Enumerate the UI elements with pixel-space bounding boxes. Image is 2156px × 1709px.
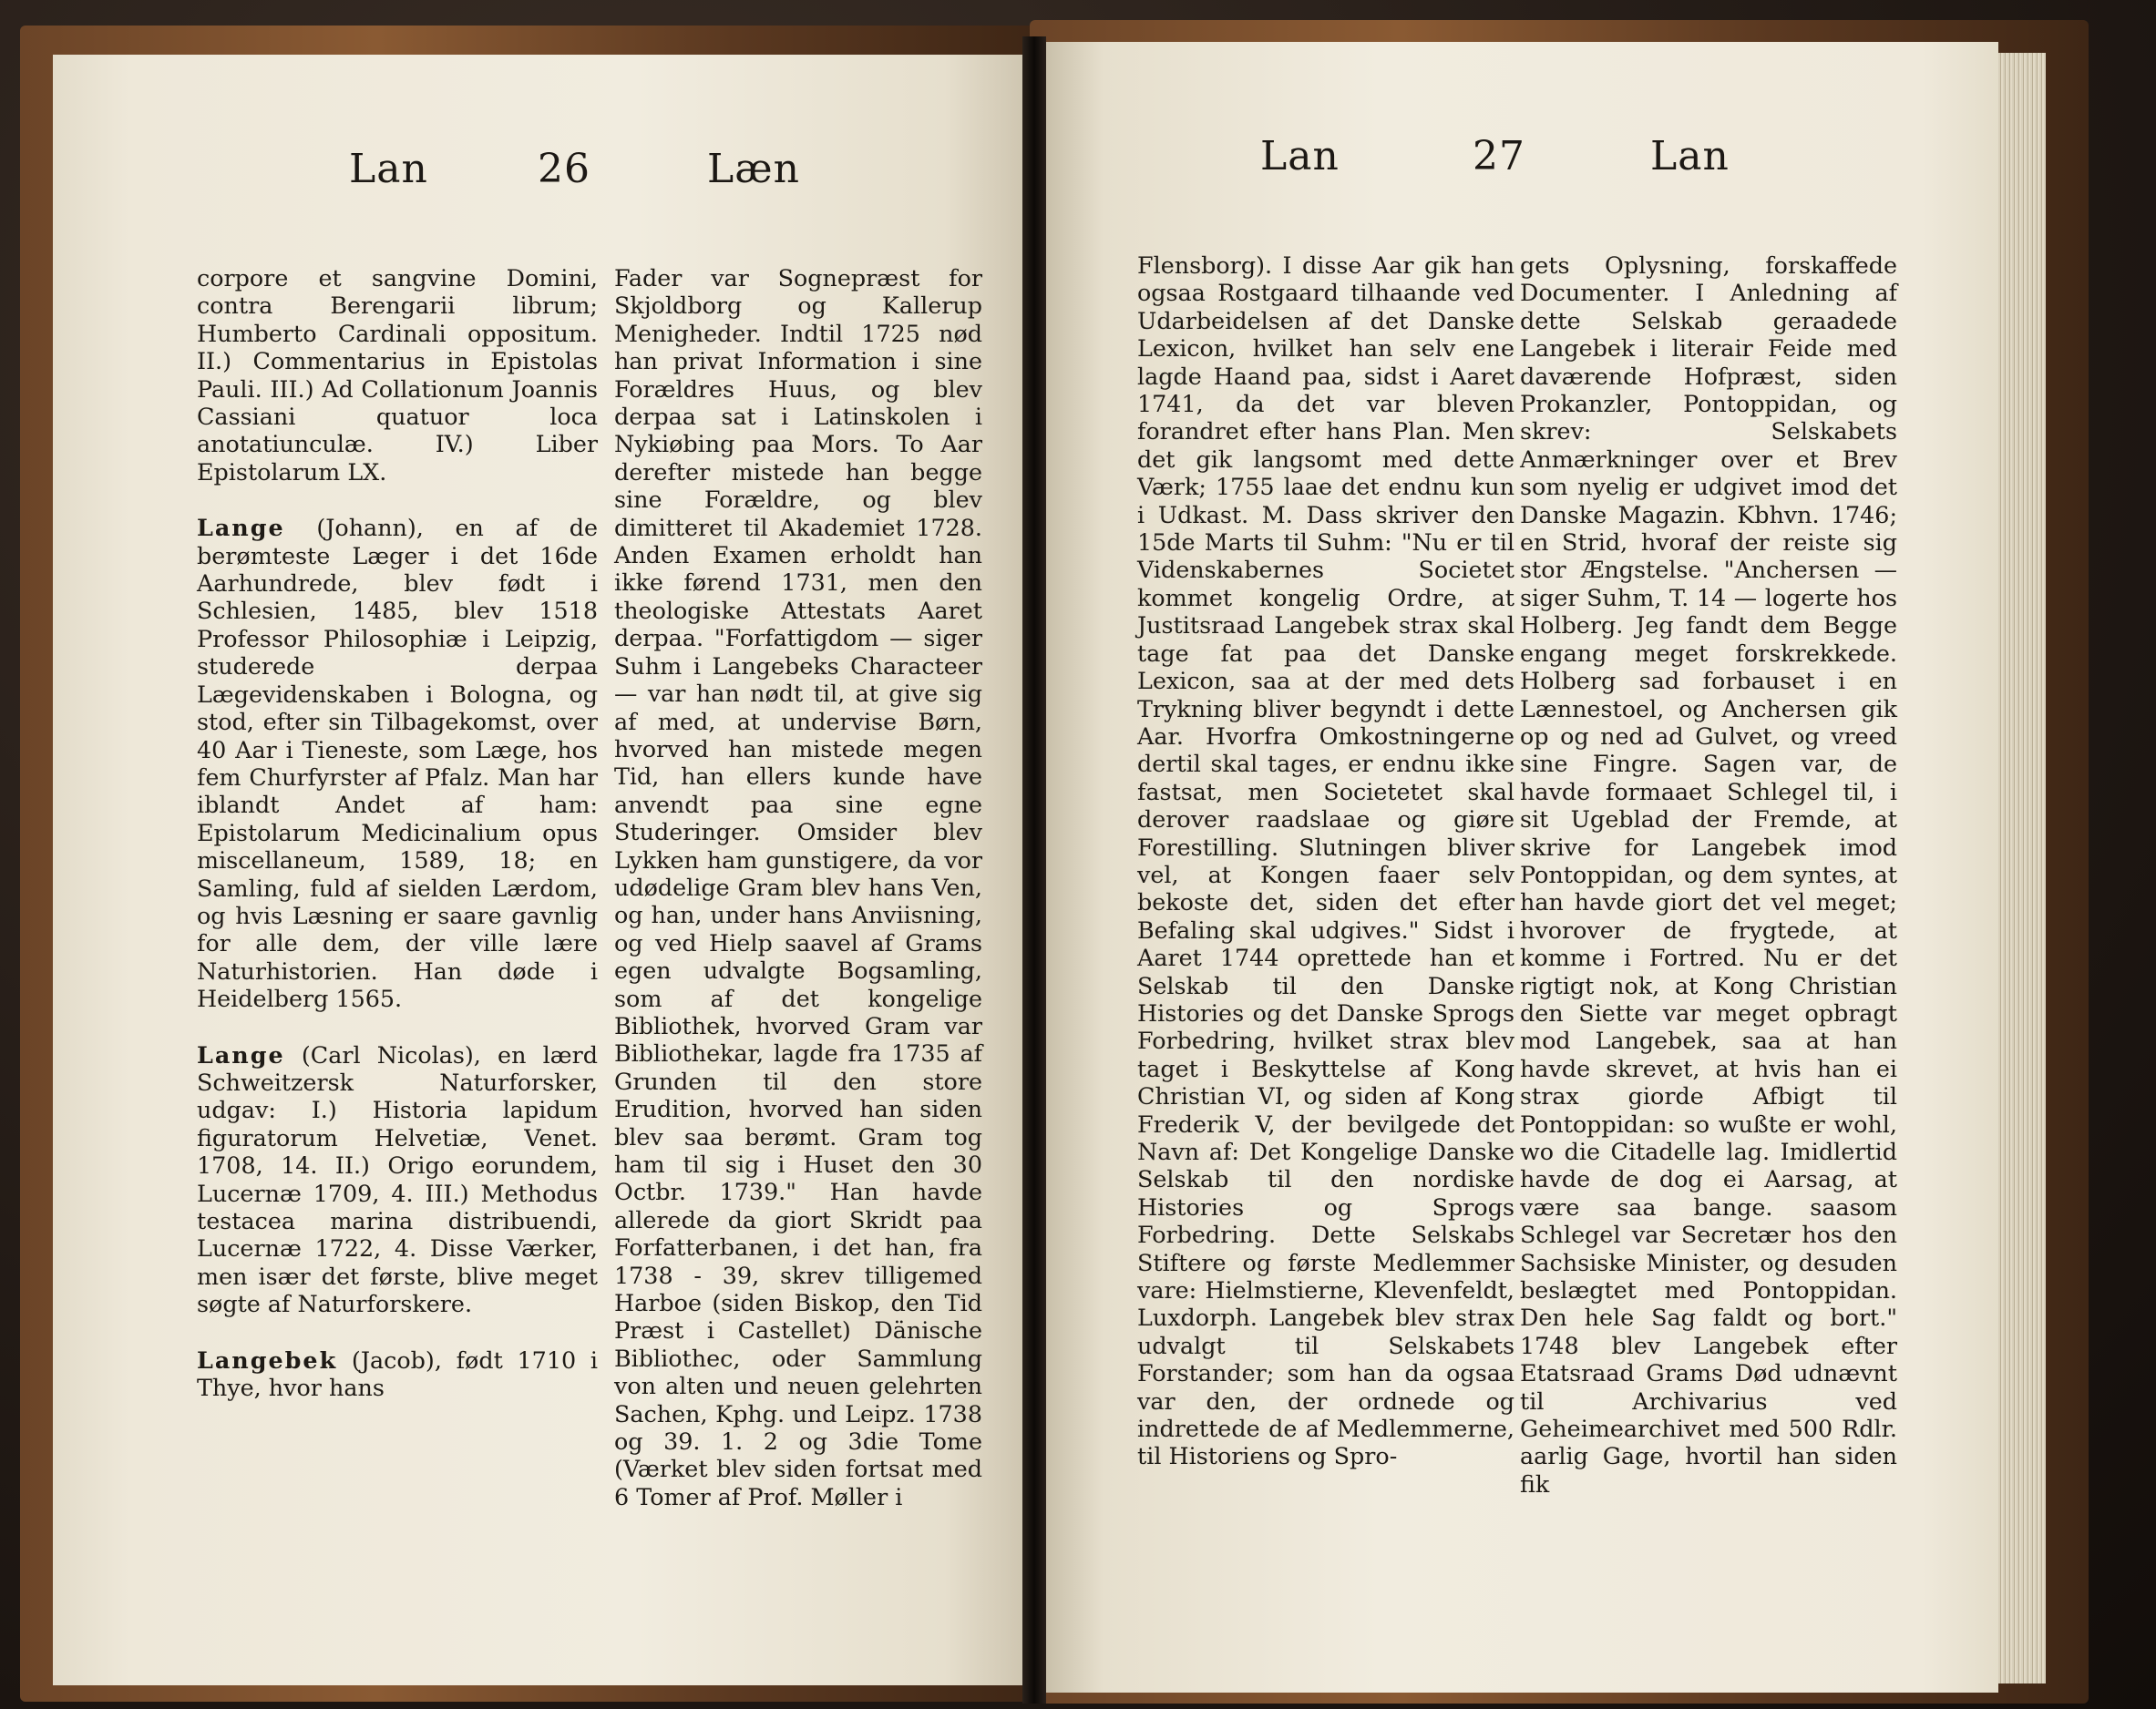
- entry-body: (Johann), en af de berømteste Læger i det 16de Aarhundrede, blev født i Schlesien, 1485, blev 1518 Professor Philosophiæ i Leipzig, studerede derpaa Lægevidenskaben i Bologna, og stod, efter sin Tilbagekomst, over 40 Aar i Tieneste, som Læge, hos fem Churfyrster af Pfalz. Man har iblandt Andet af ham: Epistolarum Medicinalium opus miscellaneum, 1589, 18; en Samling, fuld af sielden Lærdom, og hvis Læsning er saare gavnlig for alle dem, der ville lære Naturhistorien. Han døde i Heidelberg 1565.: [197, 514, 598, 1013]
- entry-body: Flensborg). I disse Aar gik han ogsaa Rostgaard tilhaande ved Udarbeidelsen af det Danske Lexicon, hvilket han selv ene lagde Haand paa, sidst i Aaret 1741, da det var bleven forandret efter hans Plan. Men det gik langsomt med dette Værk; 1755 laae det endnu kun i Udkast. M. Dass skriver den 15de Marts til Suhm: "Nu er til Videnskabernes Societet kommet kongelig Ordre, at Justitsraad Langebek strax skal tage fat paa det Danske Lexicon, saa at der med dets Trykning bliver begyndt i dette Aar. Hvorfra Omkostningerne dertil skal tages, er endnu ikke fastsat, men Societetet skal derover raadslaae og giøre Forestilling. Slutningen bliver vel, at Kongen faaer selv bekoste det, siden det efter Befaling skal udgives." Sidst i Aaret 1744 oprettede han et Selskab til den Danske Histories og det Danske Sprogs Forbedring, hvilket strax blev taget i Beskyttelse af Kong Christian VI, og siden af Kong Frederik V, der bevilgede det Navn af: Det Kongelige Danske Selskab til den nordiske Histories og Sprogs Forbedring. Dette Selskabs Stiftere og første Medlemmer vare: Hielmstierne, Klevenfeldt, Luxdorph. Langebek blev strax udvalgt til Selskabets Forstander; som han da ogsaa var den, der ordnede og indrettede de af Medlemmerne, til Historiens og Spro-: [1137, 251, 1514, 1470]
- paragraph: [197, 1041, 598, 1318]
- page-number: 27: [1473, 133, 1525, 179]
- text-column-1: [1137, 251, 1514, 1470]
- right-page: [1046, 42, 1998, 1693]
- paragraph: [197, 514, 598, 1012]
- entry-body: Fader var Sognepræst for Skjoldborg og Kallerup Menigheder. Indtil 1725 nød han privat Information i sine Forældres Huus, og blev derpaa sat i Latinskolen i Nykiøbing paa Mors. To Aar derefter mistede han begge sine Forældre, og blev dimitteret til Akademiet 1728. Anden Examen erholdt han ikke førend 1731, men den theologiske Attestats Aaret derpaa. "Forfattigdom — siger Suhm i Langebeks Characteer — var han nødt til, at give sig af med, at undervise Børn, hvorved han mistede megen Tid, han ellers kunde have anvendt paa sine egne Studeringer. Omsider blev Lykken ham gunstigere, da vor udødelige Gram blev hans Ven, og han, under hans Anviisning, og ved Hielp saavel af Grams egen udvalgte Bogsamling, som af det kongelige Bibliothek, hvorved Gram var Bibliothekar, lagde fra 1735 af Grunden til den store Erudition, hvorved han siden blev saa berømt. Gram tog ham til sig i Huset den 30 Octbr. 1739." Han havde allerede da giort Skridt paa Forfatterbanen, i det han, fra 1738 - 39, skrev tilligemed Harboe (siden Biskop, den Tid Præst i Castellet) Dänische Bibliothec, oder Sammlung von alten und neuen gelehrten Sachen, Kphg. und Leipz. 1738 og 39. 1. 2 og 3die Tome (Værket blev siden fortsat med 6 Tomer af Prof. Møller i: [614, 264, 982, 1510]
- page-number: 26: [538, 146, 590, 192]
- left-page: [53, 55, 1022, 1685]
- text-column-1: [197, 264, 598, 1401]
- paragraph: [197, 264, 598, 486]
- page-edges: [1998, 53, 2046, 1683]
- entry-headword: Langebek: [197, 1346, 338, 1374]
- text-column-2: [1520, 251, 1897, 1498]
- entry-body: gets Oplysning, forskaffede Documenter. I Anledning af dette Selskab geraadede Langebek i literair Feide med daværende Hofpræst, siden Prokanzler, Pontoppidan, og skrev: Selskabets Anmærkninger over et Brev som nyelig er udgivet imod det Danske Magazin. Kbhvn. 1746; en Strid, hvoraf der reiste sig stor Ængstelse. "Anchersen — siger Suhm, T. 14 — logerte hos Holberg. Jeg fandt dem Begge engang meget forskrekkede. Holberg sad forbauset i en Lænnestoel, og Anchersen gik op og ned ad Gulvet, og vreed sine Fingre. Sagen var, de havde formaaet Schlegel til, i sit Ugeblad der Fremde, at skrive for Langebek imod Pontoppidan, og dem syntes, at han havde giort det vel meget; hvorover de frygtede, at komme i Fortred. Nu er det rigtigt nok, at Kong Christian den Siette var meget opbragt mod Langebek, saa at han havde skrevet, at hvis han ei strax giorde Afbigt til Pontoppidan: so wußte er wohl, wo die Citadelle lag. Imidlertid havde de dog ei Aarsag, at være saa bange. saasom Schlegel var Secretær hos den Sachsiske Minister, og desuden beslægtet med Pontoppidan. Den hele Sag faldt og bort." 1748 blev Langebek efter Etatsraad Grams Død udnævnt til Archivarius ved Geheimearchivet med 500 Rdlr. aarlig Gage, hvortil han siden fik: [1520, 251, 1897, 1498]
- entry-body: (Carl Nicolas), en lærd Schweitzersk Naturforsker, udgav: I.) Historia lapidum figuratorum Helvetiæ, Venet. 1708, 14. II.) Origo eorundem, Lucernæ 1709, 4. III.) Methodus testacea marina distribuendi, Lucernæ 1722, 4. Disse Værker, men især det første, blive meget søgte af Naturforskere.: [197, 1040, 598, 1318]
- text-column-2: [614, 264, 982, 1510]
- header-right-word: Læn: [707, 146, 800, 192]
- header-left-word: Lan: [349, 146, 428, 192]
- header-right-word: Lan: [1650, 133, 1730, 179]
- entry-headword: Lange: [197, 514, 285, 542]
- entry-headword: Lange: [197, 1040, 285, 1069]
- paragraph: [1520, 251, 1897, 1498]
- entry-body: (Jacob), født 1710 i Thye, hvor hans: [197, 1346, 598, 1402]
- entry-body: corpore et sangvine Domini, contra Berengarii librum; Humberto Cardinali oppositum. II.) Commentarius in Epistolas Pauli. III.) Ad Collationum Joannis Cassiani quatuor loca anotatiunculæ. IV.) Liber Epistolarum LX.: [197, 264, 598, 486]
- paragraph: [197, 1346, 598, 1402]
- header-left-word: Lan: [1260, 133, 1340, 179]
- paragraph: [614, 264, 982, 1510]
- paragraph: [1137, 251, 1514, 1470]
- book-gutter: [1022, 36, 1046, 1704]
